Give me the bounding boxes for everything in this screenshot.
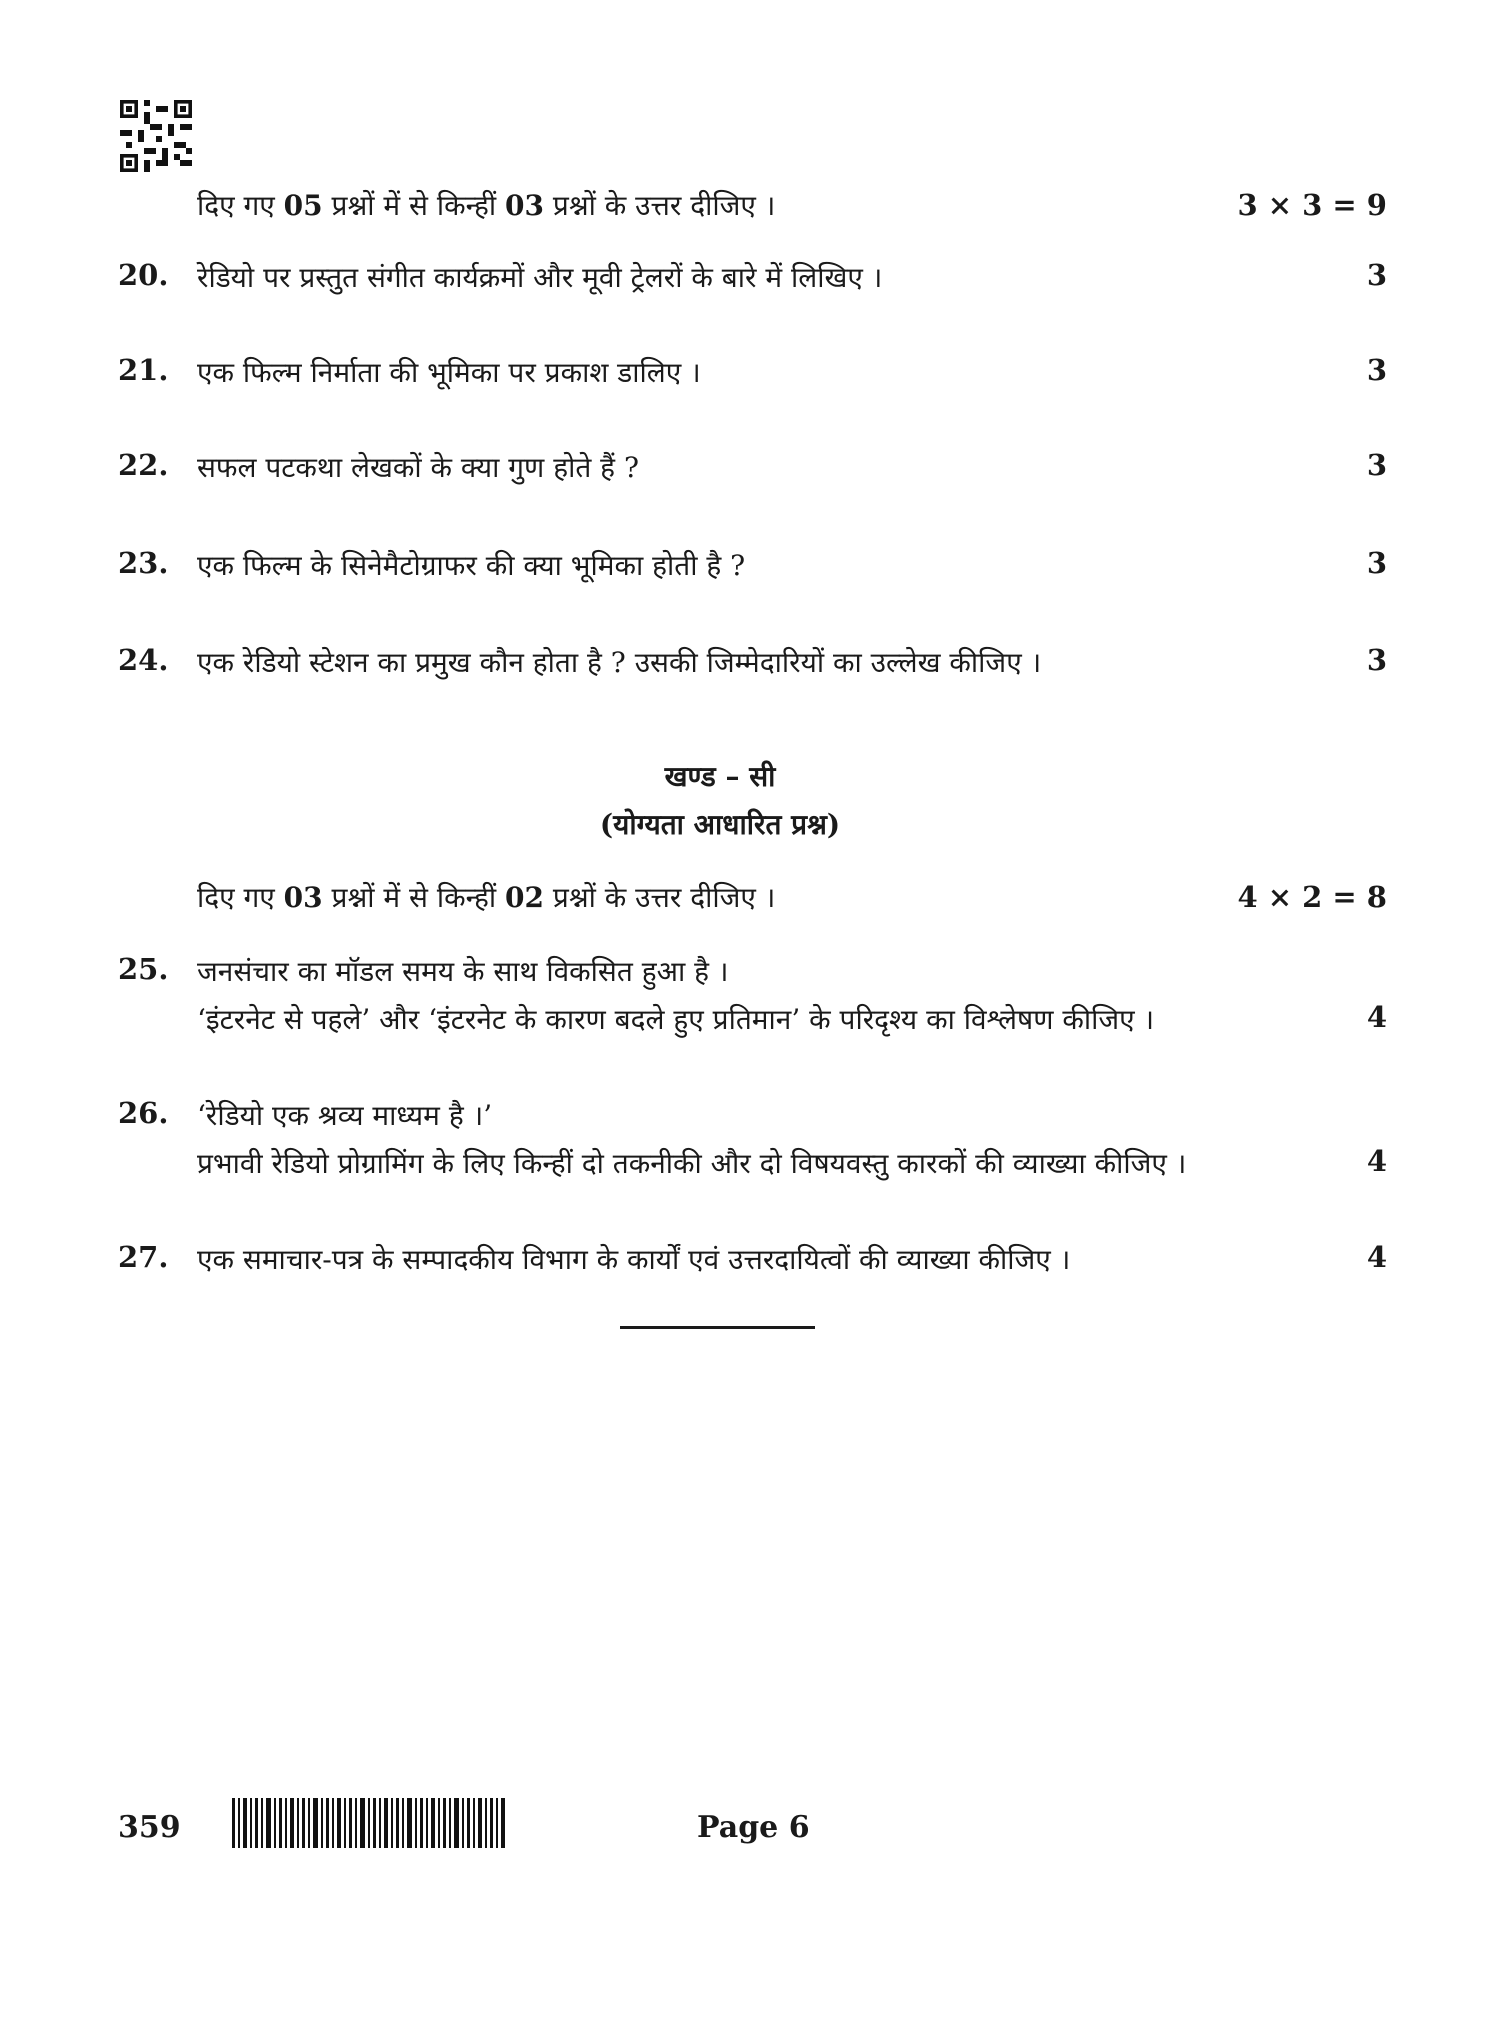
instruction-mid: प्रश्नों में से किन्हीं	[322, 881, 506, 914]
instruction-count-total: 03	[283, 881, 323, 914]
question-text-line: ‘रेडियो एक श्रव्य माध्यम है ।’	[197, 1099, 493, 1132]
question-text: सफल पटकथा लेखकों के क्या गुण होते हैं ?	[197, 451, 639, 484]
question-text: रेडियो पर प्रस्तुत संगीत कार्यक्रमों और मूवी ट्रेलरों के बारे में लिखिए ।	[197, 261, 883, 294]
question-marks: 3	[1366, 643, 1387, 677]
instruction-pre: दिए गए	[197, 189, 284, 222]
instruction-post: प्रश्नों के उत्तर दीजिए ।	[544, 881, 776, 914]
barcode-image	[232, 1798, 507, 1848]
question-marks: 3	[1366, 546, 1387, 580]
page-number: Page 6	[697, 1810, 810, 1845]
footer-code: 359	[118, 1810, 181, 1845]
question-marks: 3	[1366, 353, 1387, 387]
question-text-line: जनसंचार का मॉडल समय के साथ विकसित हुआ है ।	[197, 955, 729, 988]
instruction-count-required: 03	[505, 189, 544, 222]
question-number: 23.	[118, 546, 169, 580]
question-marks: 4	[1366, 1000, 1387, 1034]
section-c-title: खण्ड – सी	[664, 760, 776, 793]
instruction-count-total: 05	[283, 189, 323, 222]
section-c-subtitle: (योग्यता आधारित प्रश्न)	[599, 808, 841, 841]
section-c-marks-formula: 4 × 2 = 8	[1237, 880, 1387, 914]
question-text: एक फिल्म के सिनेमैटोग्राफर की क्या भूमिका होती है ?	[197, 549, 746, 582]
question-number: 26.	[118, 1096, 169, 1130]
question-number: 24.	[118, 643, 169, 677]
question-text: एक रेडियो स्टेशन का प्रमुख कौन होता है ? उसकी जिम्मेदारियों का उल्लेख कीजिए ।	[197, 646, 1042, 679]
question-number: 22.	[118, 448, 169, 482]
question-marks: 4	[1366, 1144, 1387, 1178]
section-b-instruction	[197, 188, 775, 224]
question-marks: 4	[1366, 1240, 1387, 1274]
instruction-mid: प्रश्नों में से किन्हीं	[322, 189, 506, 222]
end-divider	[620, 1326, 815, 1329]
question-text-line: ‘इंटरनेट से पहले’ और ‘इंटरनेट के कारण बदले हुए प्रतिमान’ के परिदृश्य का विश्लेषण कीजिए ।	[197, 1003, 1155, 1036]
question-marks: 3	[1366, 448, 1387, 482]
section-c-instruction	[197, 880, 775, 916]
instruction-count-required: 02	[505, 881, 544, 914]
instruction-post: प्रश्नों के उत्तर दीजिए ।	[544, 189, 776, 222]
section-b-marks-formula: 3 × 3 = 9	[1237, 188, 1387, 222]
question-number: 25.	[118, 952, 169, 986]
instruction-pre: दिए गए	[197, 881, 284, 914]
question-number: 20.	[118, 258, 169, 292]
question-text-line: एक समाचार-पत्र के सम्पादकीय विभाग के कार्यों एवं उत्तरदायित्वों की व्याख्या कीजिए ।	[197, 1243, 1071, 1276]
question-text: एक फिल्म निर्माता की भूमिका पर प्रकाश डालिए ।	[197, 356, 701, 389]
question-number: 21.	[118, 353, 169, 387]
qr-code-image	[120, 100, 192, 172]
question-text-line: प्रभावी रेडियो प्रोग्रामिंग के लिए किन्हीं दो तकनीकी और दो विषयवस्तु कारकों की व्याख्या कीजिए ।	[197, 1147, 1187, 1180]
question-number: 27.	[118, 1240, 169, 1274]
question-marks: 3	[1366, 258, 1387, 292]
